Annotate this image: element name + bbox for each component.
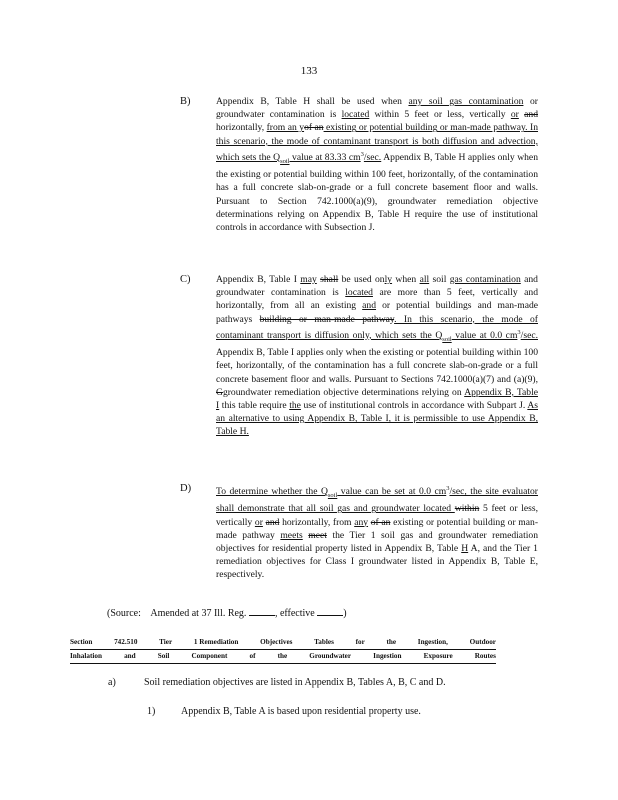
deleted-text: G	[216, 386, 223, 398]
inserted-text: all	[419, 274, 430, 285]
item-d-label: D)	[180, 483, 192, 494]
source-suffix: )	[343, 608, 347, 619]
section-heading-word: Inhalation	[70, 652, 102, 660]
subsection-a-text: Soil remediation objectives are listed in Appendix B, Tables A, B, C and D.	[144, 677, 446, 688]
text-run: Appendix B, Table H applies only when the existing or potential building within 100 feet, horizontally, of the contamination has a full concrete slab-on-grade or a full concrete basement floor and walls. Pursuant to Section 742.1000(a)(9), groundwater remediation objective determinations relying on Appendix B, Table H require the use of institutional controls in accordance with Subsection J.	[216, 152, 538, 233]
text-run: or groundwater contamination is	[216, 96, 538, 121]
inserted-text: value can be set at 0.0 cm	[337, 486, 447, 498]
item-c-label: C)	[180, 274, 191, 285]
subsection-1-label: 1)	[147, 706, 156, 717]
text-run: Appendix B, Table H shall be used when	[216, 96, 409, 107]
text-run: are more than 5 feet, vertically and horizontally, from all an existing	[216, 287, 538, 312]
source-effective: , effective	[274, 608, 315, 619]
inserted-text: value at 0.0 cm	[451, 330, 518, 341]
inserted-text: and	[362, 300, 377, 312]
inserted-text: gas contamination	[449, 274, 521, 285]
deleted-text: and	[524, 109, 538, 121]
text-run: within 5 feet or less, vertically	[369, 109, 511, 121]
section-heading-line-2	[70, 650, 496, 664]
inserted-text: the	[289, 399, 301, 411]
section-heading-word: Routes	[474, 652, 496, 660]
text-run: the Tier 1 soil gas and groundwater remediation objectives for residential property listed in Appendix B, Table	[216, 529, 538, 554]
inserted-text: located	[341, 109, 370, 121]
inserted-text: value at 83.33 cm	[289, 152, 361, 163]
subsection-1	[147, 706, 421, 717]
deleted-text: shall	[320, 274, 339, 285]
section-heading-word: Outdoor	[469, 638, 496, 646]
inserted-text: soil	[327, 492, 338, 500]
section-heading-word: for	[355, 638, 365, 646]
section-heading-word: Section	[70, 638, 93, 646]
inserted-text: . In this scenario, the mode of contaminant transport is diffusion only, which sets the Q	[216, 313, 538, 341]
section-heading-word: Exposure	[423, 652, 453, 660]
inserted-text: or	[510, 109, 519, 121]
source-prefix: (Source:	[107, 608, 141, 619]
section-heading-word: Component	[191, 652, 228, 660]
text-run: use of institutional controls in accordance with Subpart J.	[300, 399, 528, 411]
deleted-text: meet	[308, 529, 327, 541]
section-heading-word: Tables	[314, 638, 334, 646]
subsection-a	[108, 677, 446, 688]
inserted-text: or	[254, 516, 263, 528]
text-run: this table require	[219, 399, 290, 411]
inserted-text: may	[300, 274, 317, 285]
page-number: 133	[300, 65, 318, 77]
subsection-a-label: a)	[108, 677, 116, 688]
subsection-1-text: Appendix B, Table A is based upon residential property use.	[181, 706, 421, 717]
item-c-paragraph	[216, 273, 538, 439]
inserted-text: To determine whether the Q	[216, 486, 328, 498]
inserted-text: /sec.	[363, 152, 382, 163]
text-run: horizontally,	[216, 122, 267, 134]
text-run: when	[392, 274, 420, 285]
text-run: groundwater remediation objective determinations relying on	[222, 386, 465, 398]
source-amended: Amended at 37 Ill. Reg.	[150, 608, 247, 619]
section-heading-word: and	[124, 652, 136, 660]
section-heading-word: the	[386, 638, 397, 646]
text-run: A, and the Tier 1 remediation objectives for Class I groundwater listed in Appendix B, Table E, respectively.	[216, 542, 538, 581]
section-heading-word: Ingestion,	[417, 638, 448, 646]
effective-date-blank	[317, 606, 343, 616]
section-heading-word: Objectives	[260, 638, 293, 646]
inserted-text: from an y	[266, 122, 305, 134]
inserted-text: located	[345, 287, 373, 299]
deleted-text: and	[265, 516, 280, 528]
section-heading-word: 1 Remediation	[193, 638, 239, 646]
text-run: Appendix B, Table I	[216, 274, 301, 285]
section-heading	[70, 636, 496, 664]
text-run: 5 feet or less, vertically	[216, 503, 538, 528]
source-note	[107, 606, 347, 619]
text-run: or potential buildings and man-made pathways	[216, 300, 539, 325]
text-run: 3	[446, 485, 450, 492]
deleted-text: of an	[370, 516, 391, 528]
inserted-text: /sec.	[520, 330, 538, 341]
text-run: 3	[517, 328, 521, 336]
deleted-text: of an	[304, 122, 324, 134]
section-heading-line-1	[70, 636, 496, 650]
inserted-text: Appendix B, Table I	[216, 386, 538, 411]
item-b-label: B)	[180, 96, 191, 107]
text-run: soil	[429, 274, 450, 285]
section-heading-word: Soil	[157, 652, 170, 660]
inserted-text: existing or potential building or man-made pathway.	[323, 122, 528, 134]
deleted-text: building or man-made pathway	[259, 313, 395, 325]
text-run: Appendix B, Table I applies only when the existing or potential building within 100 feet, horizontally, of the contamination has a full concrete slab-on-grade or a full concrete basement floor and walls. Pursuant to Sections 742.1000(a)(7) and (a)(9),	[216, 347, 538, 385]
text-run: 3	[360, 150, 364, 158]
section-heading-word: Groundwater	[309, 652, 352, 660]
text-run: be used on	[338, 274, 385, 285]
item-b-paragraph	[216, 95, 538, 234]
inserted-text: ly	[384, 274, 393, 285]
text-run: existing or potential building or man-made pathway	[216, 516, 539, 541]
register-blank	[249, 606, 275, 616]
section-heading-word: 742.510	[114, 638, 138, 646]
inserted-text: H	[461, 542, 469, 554]
item-d-paragraph	[216, 482, 538, 582]
text-run: and groundwater contamination is	[216, 274, 538, 299]
inserted-text: soil	[442, 335, 452, 343]
section-heading-word: Ingestion	[373, 652, 402, 660]
inserted-text: any	[354, 516, 369, 528]
inserted-text: In this scenario, the mode of contaminant transport is both diffusion and advection, which sets the Q	[216, 122, 539, 163]
inserted-text: /sec, the site evaluator shall demonstrate that all soil gas and groundwater located	[216, 486, 539, 515]
deleted-text: within	[454, 503, 480, 515]
inserted-text: meets	[280, 529, 303, 541]
inserted-text: any soil gas contamination	[408, 96, 524, 107]
section-heading-word: the	[277, 652, 288, 660]
inserted-text: As an alternative to using Appendix B, Table I, it is permissible to use Appendix B, Table H.	[216, 399, 538, 438]
section-heading-word: Tier	[159, 638, 173, 646]
inserted-text: soil	[280, 157, 290, 165]
section-heading-word: of	[249, 652, 256, 660]
text-run: horizontally, from	[279, 516, 355, 528]
